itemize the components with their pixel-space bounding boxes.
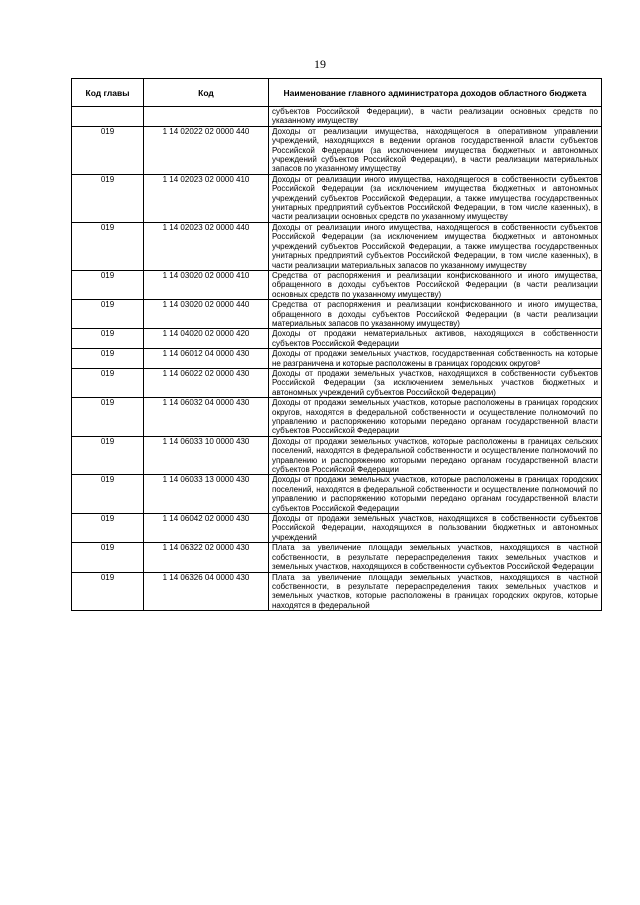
table-row — [72, 349, 602, 369]
code-cell — [144, 107, 269, 127]
table-row — [72, 398, 602, 437]
chapter-code-cell: 019 — [72, 475, 144, 514]
name-cell: Доходы от продажи земельных участков, которые расположены в границах городских округов, находятся в федеральной собственности и осуществление полномочий по управлению и распоряжению которыми передано органам государственной власти субъектов Российской Федерации — [269, 398, 602, 437]
chapter-code-cell: 019 — [72, 126, 144, 174]
table-row — [72, 329, 602, 349]
chapter-code-cell: 019 — [72, 174, 144, 222]
name-cell: Доходы от продажи земельных участков, которые расположены в границах городских поселений, находятся в федеральной собственности и осуществление полномочий по управлению и распоряжению которыми передано органам государственной власти субъектов Российской Федерации — [269, 475, 602, 514]
code-cell: 1 14 06322 02 0000 430 — [144, 543, 269, 572]
chapter-code-cell: 019 — [72, 436, 144, 475]
code-cell: 1 14 06033 10 0000 430 — [144, 436, 269, 475]
page-number: 19 — [314, 57, 326, 71]
name-cell: Доходы от продажи земельных участков, которые расположены в границах сельских поселений, находятся в федеральной собственности и осуществление полномочий по управлению и распоряжению которыми передано органам государственной власти субъектов Российской Федерации — [269, 436, 602, 475]
header-code: Код — [144, 79, 269, 107]
name-cell: Плата за увеличение площади земельных участков, находящихся в частной собственности, в результате перераспределения таких земельных участков и земельных участков, находящихся в собственности субъектов Российской Федерации — [269, 543, 602, 572]
header-chapter-code: Код главы — [72, 79, 144, 107]
chapter-code-cell: 019 — [72, 222, 144, 270]
code-cell: 1 14 02023 02 0000 410 — [144, 174, 269, 222]
name-cell: Средства от распоряжения и реализации конфискованного и иного имущества, обращенного в доходы субъектов Российской Федерации (в части реализации материальных запасов по указанному имуществу) — [269, 300, 602, 329]
chapter-code-cell: 019 — [72, 398, 144, 437]
name-cell: Доходы от продажи земельных участков, находящихся в собственности субъектов Российской Федерации (за исключением земельных участков бюджетных и автономных учреждений субъектов Российской Федерации) — [269, 368, 602, 397]
name-cell: субъектов Российской Федерации), в части реализации основных средств по указанному имуществу — [269, 107, 602, 127]
table-row — [72, 300, 602, 329]
chapter-code-cell: 019 — [72, 300, 144, 329]
table-row — [72, 543, 602, 572]
name-cell: Средства от распоряжения и реализации конфискованного и иного имущества, обращенного в доходы субъектов Российской Федерации (в части реализации основных средств по указанному имуществу) — [269, 270, 602, 299]
chapter-code-cell: 019 — [72, 329, 144, 349]
header-name: Наименование главного администратора доходов областного бюджета — [269, 79, 602, 107]
code-cell: 1 14 03020 02 0000 410 — [144, 270, 269, 299]
code-cell: 1 14 06032 04 0000 430 — [144, 398, 269, 437]
chapter-code-cell: 019 — [72, 514, 144, 543]
table-row — [72, 514, 602, 543]
table-row — [72, 174, 602, 222]
name-cell: Доходы от реализации иного имущества, находящегося в собственности субъектов Российской Федерации (за исключением имущества бюджетных и автономных учреждений субъектов Российской Федерации, а также имущества государственных унитарных предприятий субъектов Российской Федерации, в том числе казенных), в части реализации основных средств по указанному имуществу — [269, 174, 602, 222]
chapter-code-cell: 019 — [72, 270, 144, 299]
table-row — [72, 270, 602, 299]
code-cell: 1 14 04020 02 0000 420 — [144, 329, 269, 349]
table-row — [72, 368, 602, 397]
code-cell: 1 14 06022 02 0000 430 — [144, 368, 269, 397]
chapter-code-cell: 019 — [72, 543, 144, 572]
table-header-row — [72, 79, 602, 107]
code-cell: 1 14 06033 13 0000 430 — [144, 475, 269, 514]
code-cell: 1 14 06012 04 0000 430 — [144, 349, 269, 369]
chapter-code-cell: 019 — [72, 572, 144, 611]
name-cell: Доходы от продажи нематериальных активов, находящихся в собственности субъектов Российской Федерации — [269, 329, 602, 349]
chapter-code-cell: 019 — [72, 349, 144, 369]
table-body — [72, 107, 602, 611]
table-row — [72, 126, 602, 174]
chapter-code-cell: 019 — [72, 368, 144, 397]
chapter-code-cell — [72, 107, 144, 127]
code-cell: 1 14 02022 02 0000 440 — [144, 126, 269, 174]
table-row — [72, 475, 602, 514]
name-cell: Доходы от реализации иного имущества, находящегося в собственности субъектов Российской Федерации (за исключением имущества бюджетных и автономных учреждений субъектов Российской Федерации, а также имущества государственных унитарных предприятий субъектов Российской Федерации, в том числе казенных), в части реализации материальных запасов по указанному имуществу — [269, 222, 602, 270]
name-cell: Плата за увеличение площади земельных участков, находящихся в частной собственности, в результате перераспределения таких земельных участков и земельных участков, которые расположены в границах городских округов, которые находятся в федеральной — [269, 572, 602, 611]
table-row — [72, 572, 602, 611]
name-cell: Доходы от продажи земельных участков, государственная собственность на которые не разграничена и которые расположены в границах городских округов³ — [269, 349, 602, 369]
code-cell: 1 14 02023 02 0000 440 — [144, 222, 269, 270]
code-cell: 1 14 06326 04 0000 430 — [144, 572, 269, 611]
table-row — [72, 107, 602, 127]
code-cell: 1 14 06042 02 0000 430 — [144, 514, 269, 543]
table-row — [72, 436, 602, 475]
revenue-administrators-table — [71, 78, 602, 611]
name-cell: Доходы от продажи земельных участков, находящихся в собственности субъектов Российской Федерации, находящихся в пользовании бюджетных и автономных учреждений — [269, 514, 602, 543]
table-row — [72, 222, 602, 270]
code-cell: 1 14 03020 02 0000 440 — [144, 300, 269, 329]
name-cell: Доходы от реализации имущества, находящегося в оперативном управлении учреждений, находящихся в ведении органов государственной власти субъектов Российской Федерации (за исключением имущества бюджетных и автономных учреждений субъектов Российской Федерации), в части реализации материальных запасов по указанному имуществу — [269, 126, 602, 174]
